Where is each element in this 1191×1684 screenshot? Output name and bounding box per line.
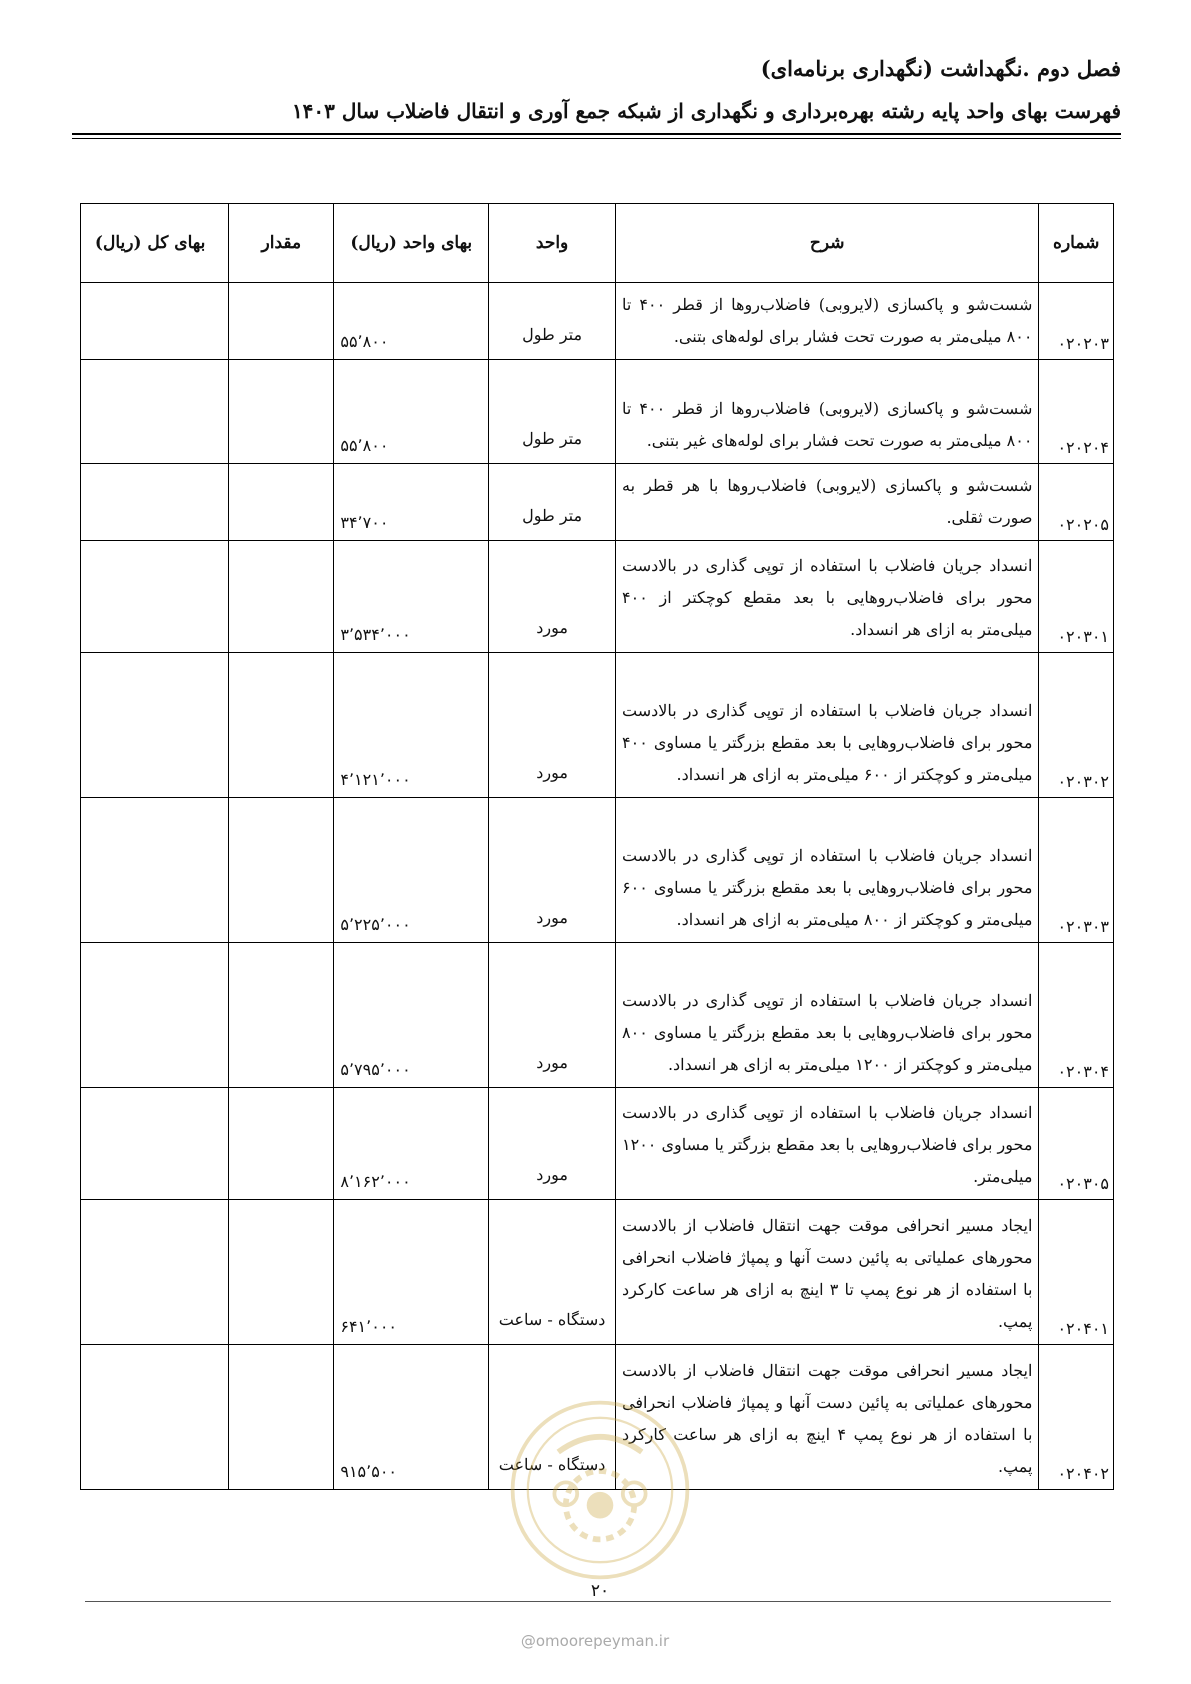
item-description: انسداد جریان فاضلاب با استفاده از توپی گذاری در بالادست محور برای فاضلاب‌روهایی با بعد مقطع بزرگتر یا مساوی ۸۰۰ میلی‌متر و کوچکتر از ۱۲۰۰ میلی‌متر به ازای هر انسداد.: [616, 943, 1039, 1088]
col-header-price: بهای واحد (ریال): [334, 204, 489, 283]
item-code: ۰۲۰۲۰۴: [1039, 360, 1114, 464]
item-unit: مورد: [489, 653, 616, 798]
item-total-price: [81, 943, 229, 1088]
website-watermark: @omoorepeyman.ir: [520, 1632, 670, 1650]
item-unit-price: ۵۵٬۸۰۰: [334, 360, 489, 464]
item-code: ۰۲۰۴۰۱: [1039, 1200, 1114, 1345]
item-code: ۰۲۰۳۰۱: [1039, 541, 1114, 653]
item-code: ۰۲۰۳۰۴: [1039, 943, 1114, 1088]
item-description: ایجاد مسیر انحرافی موقت جهت انتقال فاضلاب از بالادست محورهای عملیاتی به پائین دست آنها و پمپاژ فاضلاب انحرافی با استفاده از هر نوع پمپ تا ۳ اینچ به ازای هر ساعت کارکرد پمپ.: [616, 1200, 1039, 1345]
item-quantity: [229, 943, 334, 1088]
chapter-title: فصل دوم .نگهداشت (نگهداری برنامه‌ای): [760, 56, 1121, 81]
table-row: [81, 464, 1114, 541]
item-unit-price: ۵۵٬۸۰۰: [334, 283, 489, 360]
item-unit: متر طول: [489, 283, 616, 360]
table-row: [81, 943, 1114, 1088]
item-unit: مورد: [489, 798, 616, 943]
item-quantity: [229, 1345, 334, 1490]
item-unit: مورد: [489, 1088, 616, 1200]
item-code: ۰۲۰۳۰۲: [1039, 653, 1114, 798]
item-unit-price: ۹۱۵٬۵۰۰: [334, 1345, 489, 1490]
col-header-qty: مقدار: [229, 204, 334, 283]
item-quantity: [229, 464, 334, 541]
item-description: انسداد جریان فاضلاب با استفاده از توپی گذاری در بالادست محور برای فاضلاب‌روهایی با بعد مقطع بزرگتر یا مساوی ۱۲۰۰ میلی‌متر.: [616, 1088, 1039, 1200]
item-description: انسداد جریان فاضلاب با استفاده از توپی گذاری در بالادست محور برای فاضلاب‌روهایی با بعد مقطع بزرگتر یا مساوی ۴۰۰ میلی‌متر و کوچکتر از ۶۰۰ میلی‌متر به ازای هر انسداد.: [616, 653, 1039, 798]
item-code: ۰۲۰۳۰۳: [1039, 798, 1114, 943]
item-unit: دستگاه - ساعت: [489, 1200, 616, 1345]
item-unit: دستگاه - ساعت: [489, 1345, 616, 1490]
item-unit-price: ۳۴٬۷۰۰: [334, 464, 489, 541]
col-header-code: شماره: [1039, 204, 1114, 283]
item-description: ایجاد مسیر انحرافی موقت جهت انتقال فاضلاب از بالادست محورهای عملیاتی به پائین دست آنها و پمپاژ فاضلاب انحرافی با استفاده از هر نوع پمپ ۴ اینچ به ازای هر ساعت کارکرد پمپ.: [616, 1345, 1039, 1490]
item-quantity: [229, 360, 334, 464]
table-row: [81, 541, 1114, 653]
table-row: [81, 360, 1114, 464]
item-total-price: [81, 360, 229, 464]
item-total-price: [81, 464, 229, 541]
col-header-unit: واحد: [489, 204, 616, 283]
table-row: [81, 1200, 1114, 1345]
item-quantity: [229, 541, 334, 653]
item-code: ۰۲۰۳۰۵: [1039, 1088, 1114, 1200]
item-code: ۰۲۰۲۰۵: [1039, 464, 1114, 541]
item-unit-price: ۵٬۷۹۵٬۰۰۰: [334, 943, 489, 1088]
item-code: ۰۲۰۲۰۳: [1039, 283, 1114, 360]
item-total-price: [81, 541, 229, 653]
item-total-price: [81, 1345, 229, 1490]
footer-rule: [85, 1601, 1111, 1602]
item-unit: مورد: [489, 943, 616, 1088]
seal-watermark-icon: [505, 1395, 695, 1585]
item-total-price: [81, 1200, 229, 1345]
item-quantity: [229, 653, 334, 798]
item-unit-price: ۵٬۲۲۵٬۰۰۰: [334, 798, 489, 943]
item-unit-price: ۴٬۱۲۱٬۰۰۰: [334, 653, 489, 798]
item-quantity: [229, 1200, 334, 1345]
item-quantity: [229, 283, 334, 360]
item-total-price: [81, 1088, 229, 1200]
item-unit: مورد: [489, 541, 616, 653]
table-header-row: [81, 204, 1114, 283]
item-total-price: [81, 798, 229, 943]
header-rule-thick: [72, 133, 1121, 135]
item-unit: متر طول: [489, 360, 616, 464]
item-quantity: [229, 1088, 334, 1200]
table-row: [81, 653, 1114, 798]
item-unit: متر طول: [489, 464, 616, 541]
table-row: [81, 798, 1114, 943]
item-quantity: [229, 798, 334, 943]
price-list-table: [80, 203, 1114, 1490]
item-total-price: [81, 653, 229, 798]
col-header-total: بهای کل (ریال): [81, 204, 229, 283]
item-code: ۰۲۰۴۰۲: [1039, 1345, 1114, 1490]
item-description: شست‌شو و پاکسازی (لایروبی) فاضلاب‌روها از قطر ۴۰۰ تا ۸۰۰ میلی‌متر به صورت تحت فشار برای لوله‌های غیر بتنی.: [616, 360, 1039, 464]
item-description: شست‌شو و پاکسازی (لایروبی) فاضلاب‌روها با هر قطر به صورت ثقلی.: [616, 464, 1039, 541]
item-unit-price: ۳٬۵۳۴٬۰۰۰: [334, 541, 489, 653]
document-title: فهرست بهای واحد پایه رشته بهره‌برداری و نگهداری از شبکه جمع آوری و انتقال فاضلاب سال ۱۴۰۳: [291, 99, 1121, 123]
item-description: انسداد جریان فاضلاب با استفاده از توپی گذاری در بالادست محور برای فاضلاب‌روهایی با بعد مقطع کوچکتر از ۴۰۰ میلی‌متر به ازای هر انسداد.: [616, 541, 1039, 653]
table-row: [81, 1088, 1114, 1200]
page-header: [70, 56, 1121, 123]
col-header-desc: شرح: [616, 204, 1039, 283]
item-total-price: [81, 283, 229, 360]
table-row: [81, 283, 1114, 360]
item-description: انسداد جریان فاضلاب با استفاده از توپی گذاری در بالادست محور برای فاضلاب‌روهایی با بعد مقطع بزرگتر یا مساوی ۶۰۰ میلی‌متر و کوچکتر از ۸۰۰ میلی‌متر به ازای هر انسداد.: [616, 798, 1039, 943]
page-number: ۲۰: [590, 1581, 610, 1601]
header-rule-thin: [72, 138, 1121, 139]
item-description: شست‌شو و پاکسازی (لایروبی) فاضلاب‌روها از قطر ۴۰۰ تا ۸۰۰ میلی‌متر به صورت تحت فشار برای لوله‌های بتنی.: [616, 283, 1039, 360]
item-unit-price: ۶۴۱٬۰۰۰: [334, 1200, 489, 1345]
item-unit-price: ۸٬۱۶۲٬۰۰۰: [334, 1088, 489, 1200]
